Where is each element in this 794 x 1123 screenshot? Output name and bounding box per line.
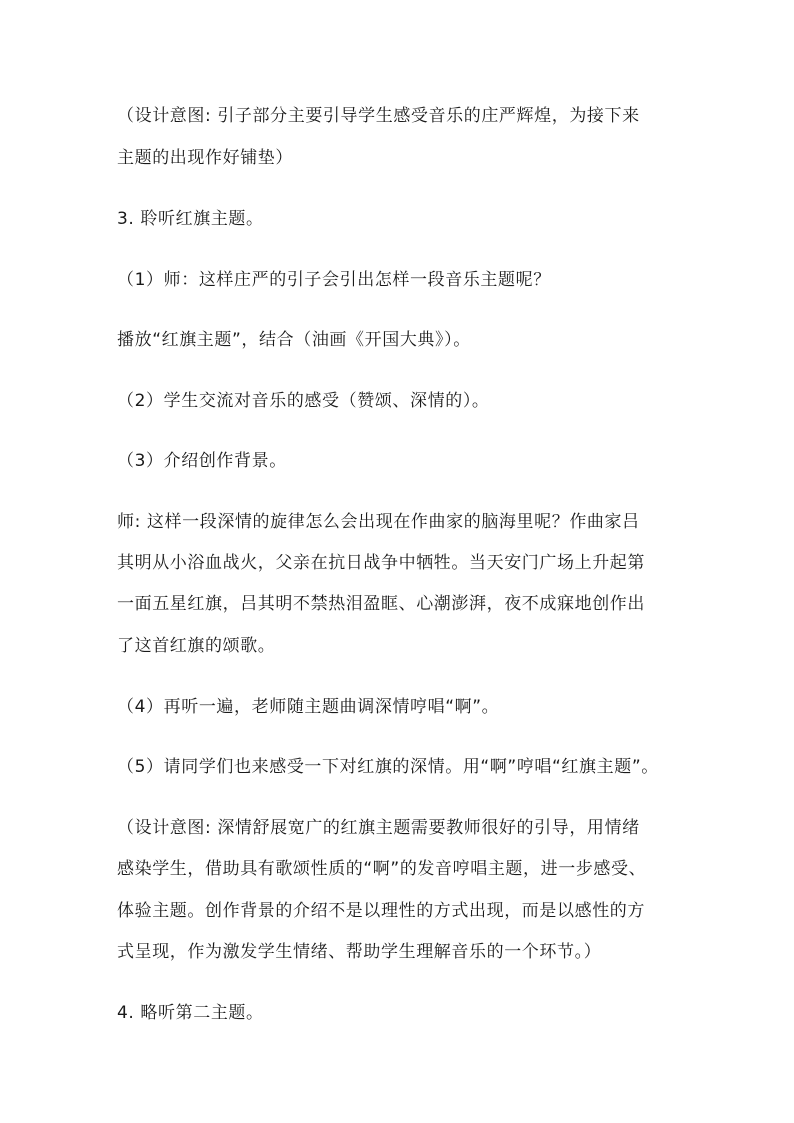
text-line: （3）介绍创作背景。 [117, 451, 287, 471]
text-line: 主题的出现作好铺垫） [117, 148, 293, 168]
text-line: （4）再听一遍，老师随主题曲调深情哼唱“啊”。 [117, 697, 500, 717]
text-line: 体验主题。创作背景的介绍不是以理性的方式出现，而是以感性的方 [117, 901, 645, 921]
text-line: 式呈现，作为激发学生情绪、帮助学生理解音乐的一个环节。） [117, 942, 602, 962]
text-line: （5）请同学们也来感受一下对红旗的深情。用“啊”哼唱“红旗主题”。 [117, 757, 659, 777]
section-heading: 3. 聆听红旗主题。 [117, 209, 264, 229]
text-line: （2）学生交流对音乐的感受（赞颂、深情的）。 [117, 391, 490, 411]
text-line: 播放“红旗主题”，结合（油画《开国大典》）。 [117, 330, 471, 350]
text-line: 了这首红旗的颂歌。 [117, 636, 276, 656]
text-line: 师: 这样一段深情的旋律怎么会出现在作曲家的脑海里呢？作曲家吕 [117, 512, 640, 532]
section-heading: 4. 略听第二主题。 [117, 1003, 264, 1023]
text-line: （1）师：这样庄严的引子会引出怎样一段音乐主题呢？ [117, 270, 551, 290]
text-line: （设计意图: 深情舒展宽广的红旗主题需要教师很好的引导，用情绪 [117, 818, 640, 838]
text-line: （设计意图: 引子部分主要引导学生感受音乐的庄严辉煌，为接下来 [117, 106, 640, 126]
text-line: 感染学生，借助具有歌颂性质的“啊”的发音哼唱主题，进一步感受、 [117, 859, 647, 879]
text-line: 其明从小浴血战火，父亲在抗日战争中牺牲。当天安门广场上升起第 [117, 553, 645, 573]
text-line: 一面五星红旗，吕其明不禁热泪盈眶、心潮澎湃，夜不成寐地创作出 [117, 594, 645, 614]
